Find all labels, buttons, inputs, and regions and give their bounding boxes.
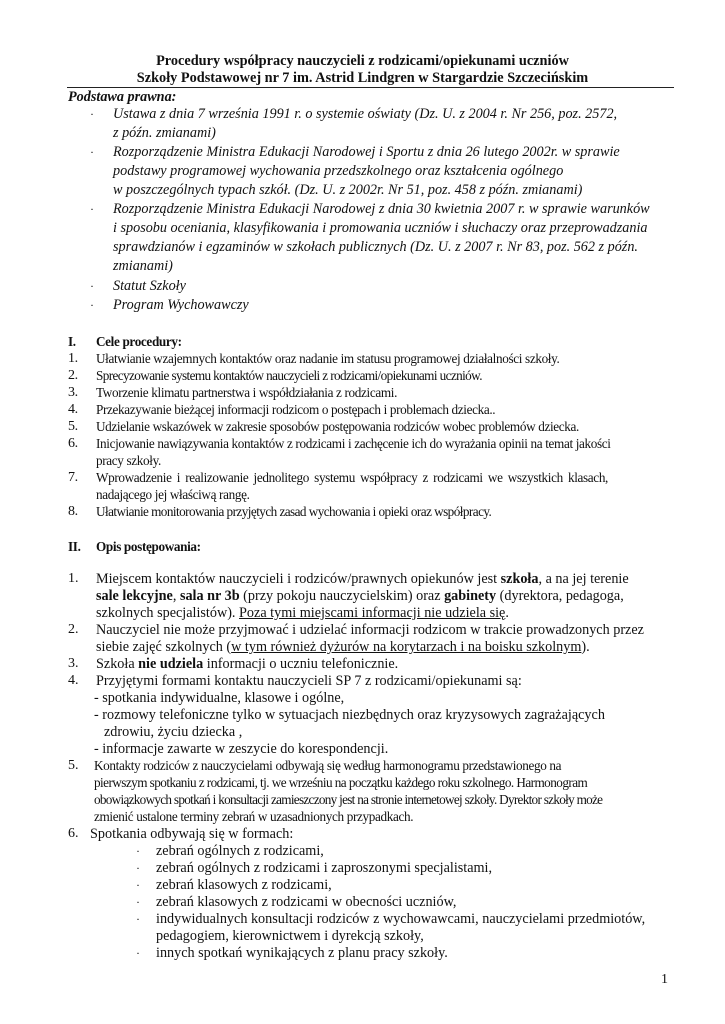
section-2-number: II.	[68, 539, 81, 554]
list-number: 4.	[68, 402, 78, 417]
legal-basis-heading: Podstawa prawna:	[68, 89, 177, 105]
section-2-title: Opis postępowania:	[96, 539, 201, 554]
list-item: innych spotkań wynikających z planu pracy szkoły.	[156, 945, 448, 961]
list-item: zebrań klasowych z rodzicami w obecności uczniów,	[156, 894, 457, 910]
list-item: pracy szkoły.	[96, 453, 161, 468]
page-number: 1	[661, 972, 668, 987]
underlined-text: Poza tymi miejscami informacji nie udziela się	[239, 605, 506, 621]
list-item: Ułatwianie monitorowania przyjętych zasad wychowania i opieki oraz współpracy.	[96, 504, 492, 519]
list-item: sale lekcyjne, sala nr 3b (przy pokoju nauczycielskim) oraz gabinety (dyrektora, pedagoga,	[96, 588, 624, 604]
bullet: ·	[136, 844, 140, 858]
bullet: ·	[90, 107, 94, 121]
list-item: Ułatwianie wzajemnych kontaktów oraz nadanie im statusu programowej działalności szkoły.	[96, 351, 560, 366]
list-number: 2.	[68, 368, 78, 383]
list-item: pierwszym spotkaniu z rodzicami, tj. we wrześniu na początku każdego roku szkolnego. Harmonogram	[94, 775, 588, 790]
list-item: Tworzenie klimatu partnerstwa i współdziałania z rodzicami.	[96, 385, 398, 400]
list-item: Spotkania odbywają się w formach:	[90, 826, 294, 842]
legal-basis-line: Rozporządzenie Ministra Edukacji Narodowej z dnia 30 kwietnia 2007 r. w sprawie warunków	[113, 201, 650, 217]
list-item: zebrań ogólnych z rodzicami,	[156, 843, 324, 859]
bullet: ·	[136, 861, 140, 875]
list-item: szkolnych specjalistów). Poza tymi miejscami informacji nie udziela się.	[96, 605, 509, 621]
legal-basis-line: Rozporządzenie Ministra Edukacji Narodowej i Sportu z dnia 26 lutego 2002r. w sprawie	[113, 144, 620, 160]
list-number: 8.	[68, 504, 78, 519]
list-item: - rozmowy telefoniczne tylko w sytuacjach niezbędnych oraz kryzysowych zagrażających	[94, 707, 605, 723]
legal-basis-line: Statut Szkoły	[113, 278, 186, 294]
list-item: Miejscem kontaktów nauczycieli i rodziców/prawnych opiekunów jest szkoła, a na jej terenie	[96, 571, 629, 587]
legal-basis-line: podstawy programowej wychowania przedszkolnego oraz kształcenia ogólnego	[113, 163, 564, 179]
list-number: 5.	[68, 758, 79, 773]
list-number: 1.	[68, 351, 78, 366]
list-item: Inicjowanie nawiązywania kontaktów z rodzicami i zachęcenie ich do wyrażania opinii na temat jakości	[96, 436, 611, 451]
list-item: pedagogiem, kierownictwem i dyrekcją szkoły,	[156, 928, 424, 944]
list-number: 2.	[68, 622, 79, 637]
bullet: ·	[136, 946, 140, 960]
list-item: Nauczyciel nie może przyjmować i udzielać informacji rodzicom w trakcie prowadzonych przez	[96, 622, 644, 638]
document-title-line2: Szkoły Podstawowej nr 7 im. Astrid Lindgren w Stargardzie Szczecińskim	[136, 70, 589, 86]
bullet: ·	[90, 298, 94, 312]
list-number: 6.	[68, 436, 78, 451]
list-item: - informacje zawarte w zeszycie do korespondencji.	[94, 741, 389, 757]
list-item: Przekazywanie bieżącej informacji rodzicom o postępach i problemach dziecka..	[96, 402, 496, 417]
list-number: 4.	[68, 673, 79, 688]
section-1-title: Cele procedury:	[96, 334, 182, 349]
bullet: ·	[90, 145, 94, 159]
list-item: nadającego jej właściwą rangę.	[96, 487, 250, 502]
list-number: 7.	[68, 470, 78, 485]
list-item: Przyjętymi formami kontaktu nauczycieli SP 7 z rodzicami/opiekunami są:	[96, 673, 522, 689]
list-item: - spotkania indywidualne, klasowe i ogólne,	[94, 690, 345, 706]
list-number: 3.	[68, 385, 78, 400]
section-1-number: I.	[68, 334, 76, 349]
underlined-text: w tym również dyżurów na korytarzach i na boisku szkolnym	[231, 639, 582, 655]
list-item: obowiązkowych spotkań i konsultacji zamieszczony jest na stronie internetowej szkoły. Dyrektor szkoły może	[94, 792, 603, 807]
bullet: ·	[136, 912, 140, 926]
list-item: zdrowiu, życiu dziecka ,	[104, 724, 243, 740]
bullet: ·	[136, 878, 140, 892]
legal-basis-line: z późn. zmianami)	[113, 125, 216, 141]
list-item: siebie zajęć szkolnych (w tym również dyżurów na korytarzach i na boisku szkolnym).	[96, 639, 590, 655]
list-number: 1.	[68, 571, 79, 586]
list-number: 3.	[68, 656, 79, 671]
list-item: zebrań klasowych z rodzicami,	[156, 877, 332, 893]
bullet: ·	[90, 202, 94, 216]
list-item: zebrań ogólnych z rodzicami i zaproszonymi specjalistami,	[156, 860, 493, 876]
legal-basis-line: w poszczególnych typach szkół. (Dz. U. z 2002r. Nr 51, poz. 458 z późn. zmianami)	[113, 182, 583, 198]
list-number: 5.	[68, 419, 78, 434]
legal-basis-line: i sposobu oceniania, klasyfikowania i promowania uczniów i słuchaczy oraz przeprowadzania	[113, 220, 648, 236]
bullet: ·	[90, 279, 94, 293]
list-item: Wprowadzenie i realizowanie jednolitego systemu współpracy z rodzicami we wszystkich klasach,	[96, 470, 609, 485]
legal-basis-line: sprawdzianów i egzaminów w szkołach publicznych (Dz. U. z 2007 r. Nr 83, poz. 562 z późn.	[113, 239, 638, 255]
list-item: Kontakty rodziców z nauczycielami odbywają się według harmonogramu przedstawionego na	[94, 758, 562, 773]
list-item: indywidualnych konsultacji rodziców z wychowawcami, nauczycielami przedmiotów,	[156, 911, 646, 927]
list-item: Udzielanie wskazówek w zakresie sposobów postępowania rodziców wobec problemów dziecka.	[96, 419, 579, 434]
legal-basis-line: zmianami)	[113, 258, 173, 274]
legal-basis-line: Program Wychowawczy	[113, 297, 249, 313]
list-item: Szkoła nie udziela informacji o uczniu telefonicznie.	[96, 656, 399, 672]
bullet: ·	[136, 895, 140, 909]
list-number: 6.	[68, 826, 79, 841]
list-item: Sprecyzowanie systemu kontaktów nauczycieli z rodzicami/opiekunami uczniów.	[96, 368, 482, 383]
list-item: zmienić ustalone terminy zebrań w uzasadnionych przypadkach.	[94, 809, 414, 824]
document-title-line1: Procedury współpracy nauczycieli z rodzicami/opiekunami uczniów	[156, 53, 569, 69]
legal-basis-line: Ustawa z dnia 7 września 1991 r. o systemie oświaty (Dz. U. z 2004 r. Nr 256, poz. 2572,	[113, 106, 618, 122]
